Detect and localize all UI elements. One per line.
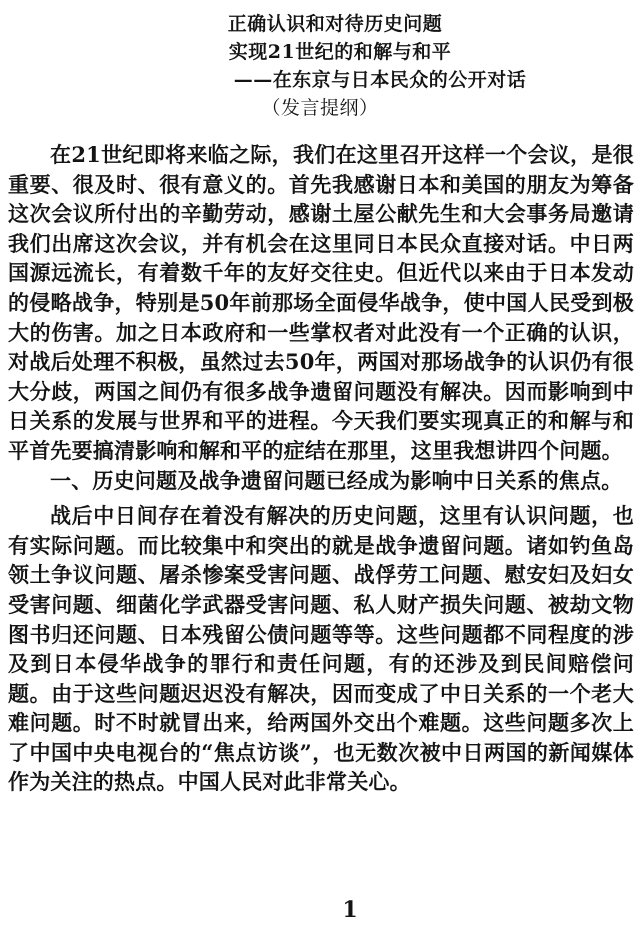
outline-note: （发言提纲） (261, 97, 379, 119)
title-line-2: 实现21世纪的和解与和平 (228, 41, 452, 63)
paragraph-intro: 在21世纪即将来临之际，我们在这里召开这样一个会议，是很重要、很及时、很有意义的。首先我感谢日本和美国的朋友为筹备这次会议所付出的辛勤劳动，感谢土屋公献先生和大会事务局邀请我们出席这次会议，并有机会在这里同日本民众直接对话。中日两国源远流长，有着数千年的友好交往史。但近代以来由于日本发动的侵略战争，特别是50年前那场全面侵华战争，使中国人民受到极大的伤害。加之日本政府和一些掌权者对此没有一个正确的认识，对战后处理不积极，虽然过去50年，两国对那场战争的认识仍有很大分歧，两国之间仍有很多战争遗留问题没有解决。因而影响到中日关系的发展与世界和平的进程。今天我们要实现真正的和解与和平首先要搞清影响和解和平的症结在那里，这里我想讲四个问题。 (8, 142, 634, 463)
paragraph-section-1: 战后中日间存在着没有解决的历史问题，这里有认识问题，也有实际问题。而比较集中和突出的就是战争遗留问题。诸如钓鱼岛领土争议问题、屠杀惨案受害问题、战俘劳工问题、慰安妇及妇女受害问题、细菌化学武器受害问题、私人财产损失问题、被劫文物图书归还问题、日本残留公债问题等等。这些问题都不同程度的涉及到日本侵华战争的罪行和责任问题，有的还涉及到民间赔偿问题。由于这些问题迟迟没有解决，因而变成了中日关系的一个老大难问题。时不时就冒出来，给两国外交出个难题。这些问题多次上了中国中央电视台的“焦点访谈”，也无数次被中日两国的新闻媒体作为关注的热点。中国人民对此非常关心。 (8, 503, 634, 795)
title-block (0, 10, 640, 122)
title-line-1: 正确认识和对待历史问题 (227, 13, 443, 35)
document-body (8, 140, 634, 797)
subtitle-line: ——在东京与日本民众的公开对话 (233, 69, 527, 91)
section-heading-1: 一、历史问题及战争遗留问题已经成为影响中日关系的焦点。 (50, 467, 623, 493)
page-number: 1 (342, 897, 358, 923)
